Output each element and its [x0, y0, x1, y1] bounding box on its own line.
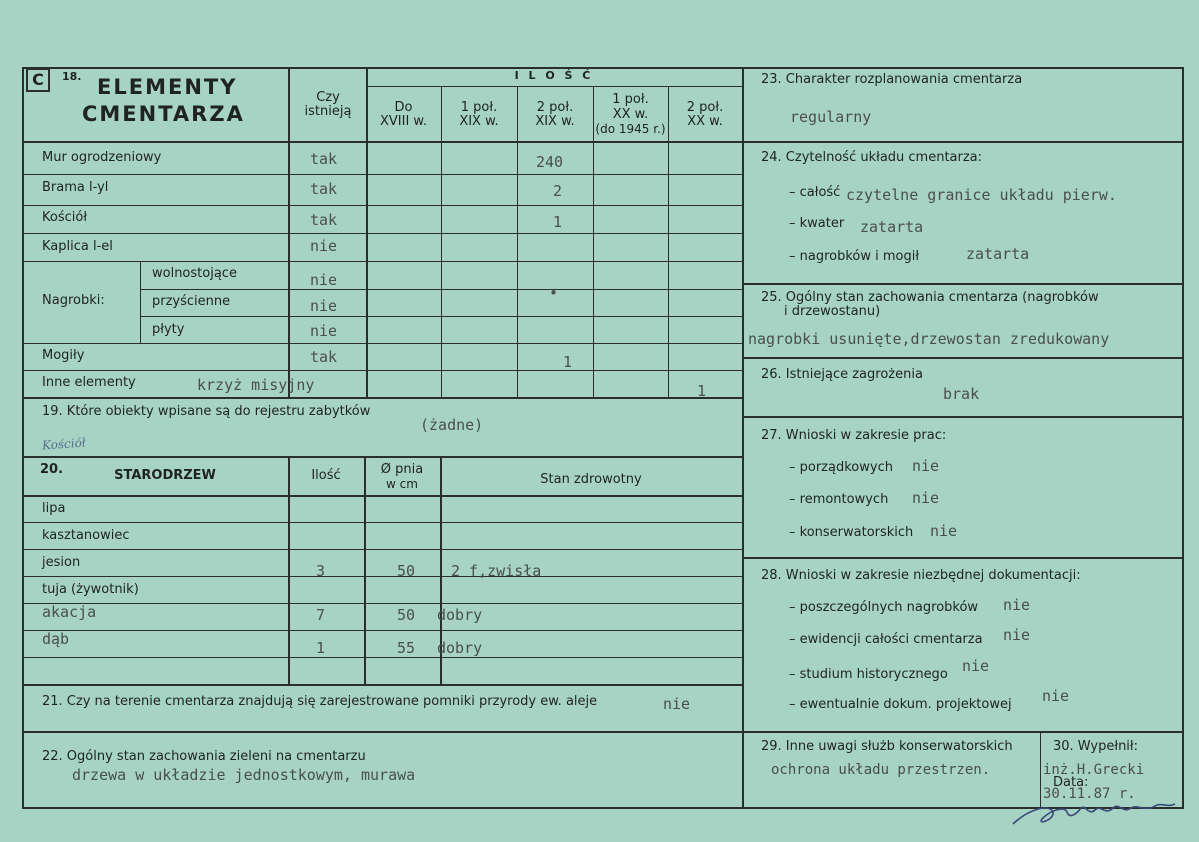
count-value: 1 — [563, 353, 573, 371]
exists-value: tak — [310, 150, 338, 168]
s30-date: 30.11.87 r. — [1043, 786, 1136, 802]
s25-value: nagrobki usunięte,drzewostan zredukowany — [748, 330, 1110, 348]
exists-value: tak — [310, 348, 338, 366]
s22-value: drzewa w układzie jednostkowym, murawa — [72, 766, 416, 784]
row-label: Inne elementy — [42, 375, 136, 390]
s29-value: ochrona układu przestrzen. — [771, 762, 991, 778]
tree-name: jesion — [42, 555, 81, 570]
s19-handwritten: Kościół — [41, 435, 87, 453]
s19-value: (żadne) — [420, 416, 484, 434]
row-label: wolnostojące — [152, 266, 237, 281]
s19-label: 19. Które obiekty wpisane są do rejestru zabytków — [42, 404, 371, 419]
s29-label: 29. Inne uwagi służb konserwatorskich — [761, 739, 1013, 754]
s22-label: 22. Ogólny stan zachowania zieleni na cmentarzu — [42, 749, 366, 764]
count-value: 2 — [553, 182, 563, 200]
s30-value: inż.H.Grecki — [1043, 762, 1145, 778]
s21-label: 21. Czy na terenie cmentarza znajdują się zarejestrowane pomniki przyrody ew. aleje — [42, 694, 598, 709]
row-label: Kościół — [42, 210, 88, 225]
card-letter-box: C — [26, 68, 50, 92]
count-value: 240 — [536, 153, 564, 171]
s27-label: 27. Wnioski w zakresie prac: — [761, 428, 947, 443]
inne-value: krzyż misyjny — [197, 376, 315, 394]
ilosc-header: I L O Ś Ć — [514, 69, 594, 82]
s24-label: 24. Czytelność układu cmentarza: — [761, 150, 983, 165]
inventory-card: C 18. ELEMENTY CMENTARZA Czy istnieją I L O Ś Ć Do XVIII w. 1 poł. XIX w. 2 poł. XIX w. 1 poł. XX w. (do 1945 r.) 2 poł. XX w. Mur ogrodzeniowy tak 240 Brama l-yl tak 2 Kościół tak 1 Kaplica l-el nie Nagrobki: wolnostojące nie przyścienne nie • płyty nie Mogiły tak 1 Inne elementy krzyż misyjny 1 19. Które obiekty wpisane są do rejestru zabytków (żadne) Kościół 20. STARODRZEW Ilość Ø pnia w cm Stan zdrowotny lipa kasztanowiec jesion 3 50 2 f,zwisła tuja (żywotnik) akacja 7 50 dobry dąb 1 55 dobry 21. Czy na terenie cmentarza znajdują się zarejestrowane pomniki przyrody ew. aleje nie 22. Ogólny stan zachowania zieleni na cmentarzu drzewa w układzie jednostkowym, murawa 23. Charakter rozplanowania cmentarza regularny 24. Czytelność układu cmentarza: – całość czytelne granice układu pierw. – kwater zatarta – nagrobków i mogił zatarta 25. Ogólny stan zachowania cmentarza (nagrobków i drzewostanu) nagrobki usunięte,drzewostan zredukowany 26. Istniejące zagrożenia brak 27. Wnioski w zakresie prac: – porządkowych nie – remontowych nie – konserwatorskich nie 28. Wnioski w zakresie niezbędnej dokumentacji: – poszczególnych nagrobków nie – ewidencji całości cmentarza nie – studium historycznego nie – ewentualnie dokum. projektowej nie 29. Inne uwagi służb konserwatorskich ochrona układu przestrzen. 30. Wypełnił: inż.H.Grecki Data: 30.11.87 r. — [0, 0, 1199, 842]
s26-value: brak — [943, 385, 980, 403]
exists-value: tak — [310, 211, 338, 229]
row-label: przyścienne — [152, 294, 231, 309]
tree-name: tuja (żywotnik) — [42, 582, 139, 597]
tree-name: lipa — [42, 501, 66, 516]
row-label: Kaplica l-el — [42, 239, 113, 254]
count-value: 1 — [553, 213, 563, 231]
section-18-title: ELEMENTY — [97, 75, 238, 99]
s28-label: 28. Wnioski w zakresie niezbędnej dokumentacji: — [761, 568, 1081, 583]
row-label: płyty — [152, 322, 185, 337]
tree-name: dąb — [42, 630, 70, 648]
exists-value: nie — [310, 237, 338, 255]
inne-count: 1 — [697, 382, 707, 400]
s23-label: 23. Charakter rozplanowania cmentarza — [761, 72, 1023, 87]
nagrobki-label: Nagrobki: — [42, 293, 105, 308]
row-label: Brama l-yl — [42, 180, 109, 195]
s26-label: 26. Istniejące zagrożenia — [761, 367, 923, 382]
row-label: Mur ogrodzeniowy — [42, 150, 162, 165]
signature — [1005, 794, 1180, 834]
tree-name: kasztanowiec — [42, 528, 130, 543]
exists-value: nie — [310, 322, 338, 340]
tree-name: akacja — [42, 603, 97, 621]
dot-mark: • — [549, 284, 559, 302]
exists-value: tak — [310, 180, 338, 198]
main-divider — [742, 67, 744, 809]
s21-value: nie — [663, 695, 691, 713]
s25-label: 25. Ogólny stan zachowania cmentarza (nagrobków — [761, 290, 1099, 305]
s20-title: STARODRZEW — [114, 468, 216, 483]
exists-value: nie — [310, 297, 338, 315]
s23-value: regularny — [790, 108, 872, 126]
s30-label: 30. Wypełnił: — [1053, 739, 1138, 754]
exists-value: nie — [310, 271, 338, 289]
row-label: Mogiły — [42, 348, 85, 363]
